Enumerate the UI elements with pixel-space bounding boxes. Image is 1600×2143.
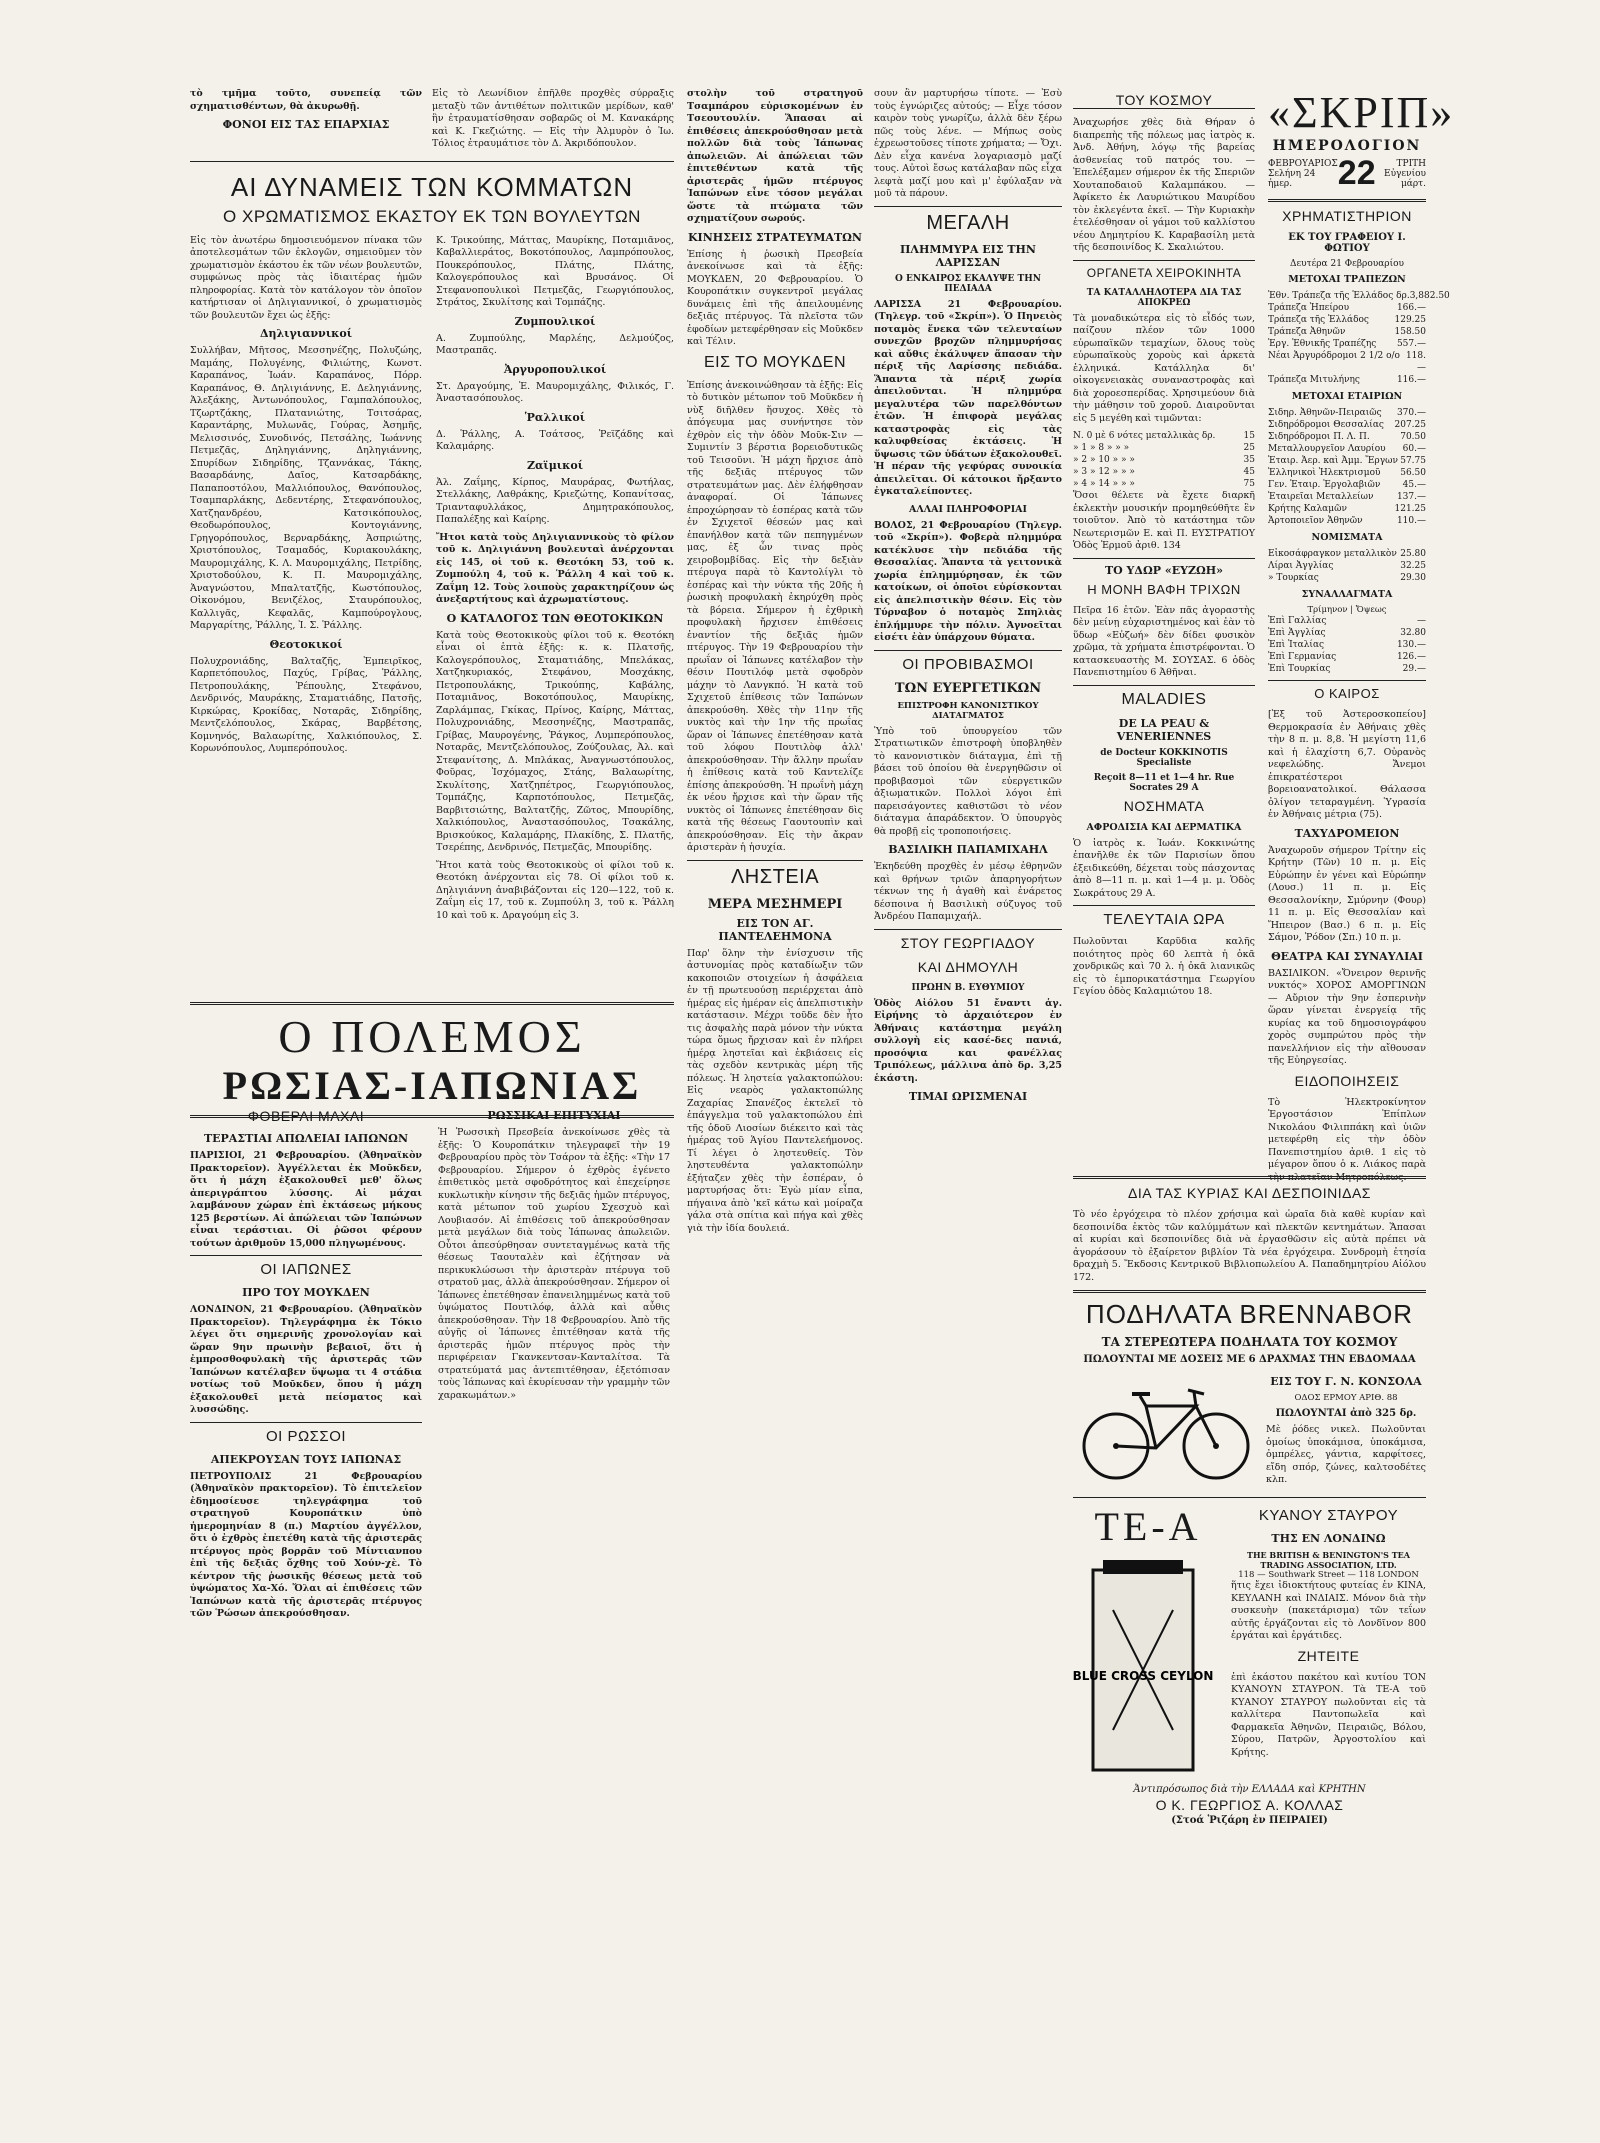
currency-row-value: 32.25 — [1400, 561, 1426, 571]
col3-top-text: στολὴν τοῦ στρατηγοῦ Τσαμπάρου εὑρισκομένων ἐν Τσεουτουλίν. Ἅπασαι αἱ ἐπιθέσεις ἀπεκρούσθησαν μετὰ πολλῶν διὰ τοὺς Ἰάπωνας ἀπωλειῶν. Αἱ ἀπώλειαι τῶν ἐπιτεθέντων κατὰ τῆς ἀριστερᾶς ἡμῶν πτέρυγος Ἰαπώνων εἶνε τόσον μεγάλαι ὥστε τὰ πτώματα τῶν σχηματίζουν σωρούς. — [687, 88, 863, 224]
teleftaia-heading: ΤΕΛΕΥΤΑΙΑ ΩΡΑ — [1103, 911, 1225, 928]
dynameis-col-a — [190, 235, 422, 928]
zaimikoi-heading: Ζαϊμικοί — [526, 458, 584, 472]
tea-english: THE BRITISH & BENINGTON'S TEA TRADING ASSOCIATION, LTD. — [1247, 1550, 1410, 1570]
metoxai-trapezon-heading: ΜΕΤΟΧΑΙ ΤΡΑΠΕΖΩΝ — [1288, 274, 1406, 285]
column-5 — [1073, 88, 1255, 1158]
company-share-row — [1268, 431, 1426, 443]
listeia-heading: ΛΗΣΤΕΙΑ — [730, 865, 820, 888]
calendar-saint: Εὐγενίου μάρτ. — [1384, 168, 1426, 189]
company-share-row-value: 370.— — [1396, 408, 1426, 418]
company-share-row-value: 110.— — [1396, 516, 1426, 526]
company-share-row — [1268, 491, 1426, 503]
georgiadou-sub: ΚΑΙ ΔΗΜΟΥΛΗ — [917, 958, 1019, 975]
exchange-row-value: 29.— — [1402, 664, 1426, 674]
bank-share-row-label: Νέαι Ἀργυρόδρομοι 2 1/2 ο/ο — [1268, 351, 1400, 361]
exchange-row-value: 130.— — [1396, 640, 1426, 650]
company-share-row-value: 45.— — [1402, 480, 1426, 490]
foni-heading: ΦΟΝΟΙ ΕΙΣ ΤΑΣ ΕΠΑΡΧΙΑΣ — [222, 118, 390, 131]
maladies-name: de Docteur KOKKINOTIS Specialiste — [1100, 747, 1228, 768]
exchange-row-label: Ἐπὶ Γαλλίας — [1268, 616, 1327, 626]
exchange-row-value: 126.— — [1396, 652, 1426, 662]
polemos-subtitle: ΡΩΣΙΑΣ-ΙΑΠΩΝΙΑΣ — [222, 1063, 642, 1108]
argyropouliki-text: Στ. Δραγούμης, Ἐ. Μαυρομιχάλης, Φιλικός, Γ. Ἀναστασόπουλος. — [436, 380, 674, 404]
bank-shares-list — [1268, 290, 1450, 386]
rossikai-text: Ἡ Ῥωσσικὴ Πρεσβεία ἀνεκοίνωσε χθὲς τὰ ἑξῆς: Ὁ Κουροπάτκιν τηλεγραφεῖ τὴν 19 Φεβρουαρίου πρὸς τὸν Τσάρον τὰ ἑξῆς: «Τὴν 17 Φεβρουαρίου. Σήμερον ὁ ἐχθρὸς ἐγένετο ἐπιθετικὸς μετὰ σφοδρότητος καὶ ἐπεχείρησε κυκλωτικὴν κίνησιν τῆς δεξιᾶς ἡμῶν πτέρυγος, κατὰ μέτωπον τοῦ χωρίου Σχεσχυὸ καὶ Λουβιασόν. Αἱ ἐπιθέσεις τοῦ ἀπεκρούσθησαν μετὰ μεγάλων διὰ τοὺς Ἰάπωνας ἀπωλειῶν. Οὗτοι ἀπεσύρθησαν συντεταγμένως κατὰ τῆς θέσεως Ταουταλὲν καὶ ἐζήτησαν νὰ περικυκλώσωσι τὴν ἀριστερὰν πτέρυγα τοῦ στρατοῦ μας, ἀλλὰ ἀπεκρούσθησαν. Σήμερον οἱ Ἰάπωνες ἐπετέθησαν ἐπανειλημμένως κατὰ τοῦ ὑψώματος Πουτιλόφ, ἀλλὰ καὶ αὖθις ἀπεκρούσθησαν. Τὴν 18 Φεβρουαρίου. Ἀπὸ τῆς αὐγῆς οἱ Ἰάπωνες ἐπιτέθησαν κατὰ τῆς ἀριστερᾶς ἡμῶν πτέρυγος πρὸς τὴν περιφέρειαν Γκανκεντσαν-Κανταλίτσα. Τὰ στρατεύματά μας ἀντεπιτέθησαν, ἐξετόπισαν τοὺς Ἰάπωνας καὶ ἐκυρίευσαν τὴν γραμμὴν τῶν χαρακωμάτων.» — [438, 1127, 670, 1401]
organeta-price-row — [1073, 478, 1255, 490]
bank-share-row — [1268, 374, 1426, 386]
rallikoi-text: Δ. Ῥάλλης, Α. Τσάτσος, Ῥεϊζάδης καὶ Καλαμάρης. — [436, 428, 674, 452]
calendar-day-name: ΤΡΙΤΗ — [1396, 158, 1426, 169]
nosimata-heading: ΝΟΣΗΜΑΤΑ — [1123, 797, 1205, 814]
bank-share-row — [1268, 338, 1426, 350]
bank-share-row-value: 118.— — [1405, 351, 1426, 373]
provivasmoi-sub: ΤΩΝ ΕΥΕΡΓΕΤΙΚΩΝ — [894, 680, 1042, 696]
vasiliki-text: Ἐκηδεύθη προχθὲς ἐν μέσῳ ἐθρηνῶν καὶ θρήνων τριῶν ἀπαρηγορήτων τέκνων της ἡ ἀγαθὴ καὶ ἐνάρετος δέσποινα ἡ Βασιλικὴ σύζυγος τοῦ Ἀνδρέου Παπαμιχαήλ. — [874, 861, 1062, 922]
kairos-text: [Ἐξ τοῦ Ἀστεροσκοπείου] Θερμοκρασία ἐν Ἀθήναις χθὲς τὴν 8 π. μ. 8,8. Ἡ μεγίστη 11,6 καὶ ἡ ἐλαχίστη 6,7. Οὐρανὸς νεφελώδης. Ἄνεμοι ἐπικρατέστεροι βορειοανατολικοί. Θάλασσα ὀλίγον τεταραγμένη. Ὑγρασία ἐν Ἀθήναις μέτρια (75). — [1268, 709, 1426, 820]
exchange-row-label: Ἐπὶ Ἰταλίας — [1268, 640, 1325, 650]
exchange-row-label: Ἐπὶ Γερμανίας — [1268, 652, 1337, 662]
kiniseis-text: Ἐπίσης ἡ ῥωσικὴ Πρεσβεία ἀνεκοίνωσε καὶ τὰ ἑξῆς: ΜΟΥΚΔΕΝ, 20 Φεβρουαρίου. Ὁ Κουροπάτκιν συγκεντροῖ μεγάλας δυνάμεις ἐπὶ τῆς ἀπειλουμένης δεξιᾶς πτέρυγος. Τὰ πλεῖστα τῶν ἐφοδίων μετεφέρθησαν εἰς Μοῦκδεν καὶ Τέλιν. — [687, 248, 863, 347]
megali-text: ΛΑΡΙΣΣΑ 21 Φεβρουαρίου. (Τηλεγρ. τοῦ «Σκρίπ»). Ὁ Πηνειὸς ποταμὸς ἕνεκα τῶν τελευταίων συνεχῶν βροχῶν πλημμυρήσας καὶ αὔθις ἐκάλυψεν ἅπασαν τὴν πέριξ τῆς Λαρίσσης πεδιάδα. Ἅπαντα τὰ πέριξ χωρία ἀπειλοῦνται. Ἡ πλημμύρα μεγαλυτέρα τῶν παρελθόντων ἐτῶν. Ἡ ἐπιφορὰ μεγάλας καταστροφὰς εἰς τὰς καλυφθείσας ἐκτάσεις. Ἡ ὕψωσις τῶν ὑδάτων ἐξακολουθεῖ. Ἡ πέραν τῆς γεφύρας συνοικία ἀπειλεῖται. Οἱ κάτοικοι ἤρξαντο ἐγκαταλείποντες. — [874, 298, 1062, 497]
organeta-end: Ὅσοι θέλετε νὰ ἔχετε διαρκῆ ἐκλεκτὴν μουσικήν προμηθεύθῆτε ἓν τοιοῦτον. Ἀπὸ τὸ κατάστημα τῶν Νεωτερισμῶν Ε. καὶ Π. ΕΥΣΤΡΑΤΙΟΥ Ὁδὸς Ἑρμοῦ ἀριθ. 134 — [1073, 490, 1255, 551]
organeta-price-row-value: 45 — [1243, 467, 1255, 477]
tea-agent-name: Ο Κ. ΓΕΩΡΓΙΟΣ Α. ΚΟΛΛΑΣ — [1155, 1797, 1344, 1813]
bank-share-row-label: Τράπεζα Ἀθηνῶν — [1268, 327, 1346, 337]
currency-row-label: Λίραι Ἀγγλίας — [1268, 561, 1334, 571]
organeta-price-row-label: » 1 » 8 » » » — [1073, 443, 1130, 453]
exchange-row — [1268, 627, 1426, 639]
argyropouliki-heading: Ἀργυροπουλικοί — [503, 362, 607, 376]
dynameis-intro: Εἰς τὸν ἀνωτέρω δημοσιευόμενον πίνακα τῶν ἀποτελεσμάτων τῶν ἐκλογῶν, σημειοῦμεν τὸν χρωματισμὸν ἑκάστου ἐκ τῶν νέων βουλευτῶν, συμφώνως πρὸς τὰς ἰδιαιτέρας ἡμῶν πληροφορίας. Κατὰ τὸν κατάλογον τὸν ὁποῖον κατήρτισαν οἱ Δηλιγιαννικοί, ὁ χρωματισμὸς τῶν βουλευτῶν ἔχει ὡς ἑξῆς: — [190, 234, 422, 321]
company-share-row-label: Ἑλληνικοὶ Ἠλεκτρισμοῦ — [1268, 468, 1381, 478]
organeta-price-row — [1073, 466, 1255, 478]
company-share-row-label: Ἑταιρεῖαι Μεταλλείων — [1268, 492, 1374, 502]
company-share-row-label: Σιδηρ. Ἀθηνῶν-Πειραιῶς — [1268, 408, 1382, 418]
podilata-sub2: ΠΩΛΟΥΝΤΑΙ ΜΕ ΔΟΣΕΙΣ ΜΕ 6 ΔΡΑΧΜΑΣ ΤΗΝ ΕΒΔΟΜΑΔΑ — [1083, 1354, 1416, 1365]
organeta-price-row-label: » 3 » 12 » » » — [1073, 467, 1135, 477]
exchange-row — [1268, 663, 1426, 675]
company-share-row-value: 60.— — [1402, 444, 1426, 454]
bank-share-row — [1268, 302, 1426, 314]
provivasmoi-sub2: ΕΠΙΣΤΡΟΦΗ ΚΑΝΟΝΙΣΤΙΚΟΥ ΔΙΑΤΑΓΜΑΤΟΣ — [897, 700, 1039, 721]
vasiliki-heading: ΒΑΣΙΛΙΚΗ ΠΑΠΑΜΙΧΑΗΛ — [888, 843, 1048, 856]
bank-share-row — [1268, 314, 1426, 326]
georgiadou-text: Ὁδὸς Αἰόλου 51 ἔναντι ἁγ. Εἰρήνης τὸ ἀρχαιότερον ἐν Ἀθήναις κατάστημα μεγάλη συλλογὴ εἰς κασέ-δες πανιά, προσόψια και φανέλλας Τριπόλεως, μάλλινα ἀπὸ δρ. 3,25 ἑκάστη. — [874, 997, 1062, 1084]
chrimat-sub: ΕΚ ΤΟΥ ΓΡΑΦΕΙΟΥ Ι. ΦΩΤΙΟΥ — [1288, 232, 1406, 254]
dynameis-subheading: Ο ΧΡΩΜΑΤΙΣΜΟΣ ΕΚΑΣΤΟΥ ΕΚ ΤΩΝ ΒΟΥΛΕΥΤΩΝ — [223, 206, 641, 226]
theatra-text: ΒΑΣΙΛΙΚΟΝ. «Ὄνειρον θερινῆς νυκτός» ΧΟΡΟΣ ΑΜΟΡΓΙΝΩΝ — Αὔριον τὴν 9ην ἑσπερινὴν ὥραν γίνεται ἐνεργείᾳ τῆς κυρίας κα τοῦ δημοσιογράφου χορὸς συμπρώτου πρὸς τὴν πανελλήνιον εἰς τὴν αἴθουσαν τῆς Εὐηργεσίας. — [1268, 967, 1426, 1066]
dynameis-summary: Ἤτοι κατὰ τοὺς Δηλιγιαννικοὺς τὸ φίλον τοῦ κ. Δηλιγιάννη βουλευταὶ ἀνέρχονται εἰς 145, οἱ τοῦ κ. Θεοτόκη 53, τοῦ κ. Ζυμπούλη 4, τοῦ κ. Ῥάλλη 4 καὶ τοῦ κ. Ζαΐμη 12. Τοὺς λοιποὺς χαρακτηρίζουν ὡς ἀνεξαρτήτους καὶ ἀχρωματίστους. — [436, 531, 674, 605]
megali-sub2: Ο ΕΝΚΑΙΡΟΣ ΕΚΑΛΥΨΕ ΤΗΝ ΠΕΔΙΑΔΑ — [895, 273, 1041, 294]
calendar-row — [1268, 154, 1426, 193]
column-4 — [874, 88, 1062, 2068]
listeia-sub1: ΜΕΡΑ ΜΕΣΗΜΕΡΙ — [707, 896, 843, 912]
exchange-row — [1268, 639, 1426, 651]
company-share-row — [1268, 467, 1426, 479]
bottom-ads — [1073, 1170, 1426, 2068]
exchange-list — [1268, 615, 1426, 675]
georgiadou-sub2: ΠΡΩΗΝ Β. ΕΥΘΥΜΙΟΥ — [911, 982, 1025, 993]
polemos-left — [190, 1104, 422, 2064]
company-share-row — [1268, 479, 1426, 491]
zimpouliki-heading: Ζυμπουλικοί — [514, 314, 596, 328]
bank-share-row-label: Τράπεζα Ἠπείρου — [1268, 303, 1350, 313]
chrimat-heading: ΧΡΗΜΑΤΙΣΤΗΡΙΟΝ — [1282, 208, 1412, 224]
dynameis-col-b — [436, 235, 674, 928]
listeia-text: Παρ' ὅλην τὴν ἐνίσχυσιν τῆς ἀστυνομίας πρὸς καταδίωξιν τῶν κακοποιῶν στοιχείων ἡ ἀσφάλεια ἐν τῇ πρωτευούσῃ περιέρχεται ἀπὸ ἡμέρας εἰς ἡμέραν εἰς ἀπελπιστικὴν κατάστασιν. Μέχρι τοῦδε δὲν ἦτο τις ἀσφαλὴς παρὰ μόνον τὴν νύκτα τώρα ὅμως ἤρχισαν καὶ ἐν πλήρει ἡμέρᾳ ληστεῖαι καὶ ἐκβιάσεις εἰς τὰς σχεδὸν κεντρικὰς μέρη τῆς πόλεως. Ἡ ληστεία γαλακτοπώλου: Εἰς νεαρὸς γαλακτοπώλης Ζαχαρίας Σπανέζος ἐκτελεῖ τὸ ἐπάγγελμα τοῦ γαλακτοπώλου ἐπὶ τῆς ὁδοῦ Λιοσίων διέκειτο καὶ τὰς ἡμέρας τοῦ Ἁγίου Παντελεήμονος. Τί λέγει ὁ ληστευθείς. Τὸν ληστευθέντα γαλακτοπώλην ἐξήταζεν χθὲς τὴν ἑσπέραν, ὁ μαρτυρήσας ὅτι: Ἐγὼ μίαν εἶπα, πήγαινα ἀπὸ 'κεῖ κάτω καὶ μοίραζα γάλα στὰ σπίτια καὶ πήγα καὶ χθὲς γιὰ τὴν ἰδία δουλειά. — [687, 947, 863, 1234]
synallagmata-sub: Τρίμηνον | Ὄψεως — [1307, 605, 1387, 615]
kyries-heading: ΔΙΑ ΤΑΣ ΚΥΡΙΑΣ ΚΑΙ ΔΕΣΠΟΙΝΙΔΑΣ — [1128, 1185, 1371, 1201]
taxyd-text: Ἀναχωροῦν σήμερον Τρίτην εἰς Κρήτην (Τῶν) 10 π. μ. Εἰς Εὐρώπην ἐν γένει καὶ Εὐρώπην (Λουσ.) 11 π. μ. Εἰς Θεσσαλονίκην, Σμύρνην (Φουρ) 11 π. μ. Εἰς Θεσσαλίαν καὶ Ἤπειρον (Βασ.) 6 π. μ. Εἰς Σάμον, Ῥόδον (Σπ.) 10 π. μ. — [1268, 844, 1426, 943]
organeta-sub: ΤΑ ΚΑΤΑΛΛΗΛΟΤΕΡΑ ΔΙΑ ΤΑΣ ΑΠΟΚΡΕΩ — [1086, 287, 1242, 308]
tea-company: ΤΗΣ ΕΝ ΛΟΝΔΙΝΩ — [1271, 1532, 1386, 1545]
maladies-heading: MALADIES — [1121, 690, 1207, 708]
tea-agent-addr: (Στοά Ῥιζάρη ἐν ΠΕΙΡΑΙΕΙ) — [1171, 1815, 1328, 1826]
monovafi-heading: ΤΟ ΥΔΩΡ «ΕΥΖΩΗ» — [1104, 563, 1224, 577]
bank-share-row — [1268, 350, 1426, 374]
kairos-heading: Ο ΚΑΙΡΟΣ — [1314, 686, 1380, 701]
bank-share-row-value: 3,882.50 — [1409, 291, 1450, 301]
georgiadou-heading: ΣΤΟΥ ΓΕΩΡΓΙΑΔΟΥ — [900, 934, 1036, 951]
tea-agent: Ἀντιπρόσωπος διὰ τὴν ΕΛΛΑΔΑ καὶ ΚΡΗΤΗΝ — [1133, 1784, 1366, 1795]
iapones-text: ΛΟΝΔΙΝΟΝ, 21 Φεβρουαρίου. (Ἀθηναϊκὸν Πρακτορεῖον). Τηλεγράφημα ἐκ Τόκιο λέγει ὅτι σημερινῆς χρονολογίαν καὶ ὥραν 9ην πρωινὴν βεβαιοῖ, ὅτι ἡ ἐμπροσθοφυλακὴ τῆς ἀριστερᾶς τῶν Ἰαπώνων κατέλαβεν ὕψωμα τι 4 στάδια νοτίως τοῦ Μοῦκδεν, ὅπου ἡ μάχη ἐξακολουθεῖ μετὰ πείσματος καὶ λυσσώδης. — [190, 1304, 422, 1415]
eidopoiiseis-heading: ΕΙΔΟΠΟΙΗΣΕΙΣ — [1294, 1072, 1400, 1089]
bank-share-row-label: Τράπεζα Μιτυλήνης — [1268, 375, 1360, 385]
alles-heading: ΑΛΛΑΙ ΠΛΗΡΟΦΟΡΙΑΙ — [909, 503, 1027, 515]
podilata-heading: ΠΟΔΗΛΑΤΑ BRENNABOR — [1085, 1299, 1414, 1329]
bank-share-row-value: 557.— — [1396, 339, 1426, 349]
exchange-row-label: Ἐπὶ Ἀγγλίας — [1268, 628, 1326, 638]
company-share-row — [1268, 515, 1426, 527]
moukden-text: Ἐπίσης ἀνεκοινώθησαν τὰ ἑξῆς: Εἰς τὸ δυτικὸν μέτωπον τοῦ Μοῦκδεν ἡ νὺξ διῆλθεν ἥσυχος. Χθὲς τὸ ἀπόγευμα μας συνήντησε τὸν ἐχθρὸν εἰς τὴν ὁδὸν Μοῦκ-Σιν — Συμιντίν 3 βέρστια βορειοδυτικῶς τοῦ Τεισοῦνι. Ἡ μάχη ἤρχισε ἀπὸ τῆς δεξιᾶς πτέρυγος τῶν στρατευμάτων μας. Δὲν ἐλήφθησαν ἀναφοραί. Οἱ Ἰάπωνες ἐπροχώρησαν τὸ ἑσπέρας κατὰ τῶν ἐν Σχιχετοῖ θέσεών μας καὶ ἐπανήλθον κατὰ τῶν πεπηγμένων μας, ἐξ ὧν τινας πρὸς χειροβομβίδας. Εἰς τὴν δεξιὰν πτέρυγα παρὰ τὸ Καντολίγλι τὸ ἑσπέρας καὶ τὴν νύκτα τῆς 20ῆς ἡ ῥωσικὴ προφυλακὴ ἐκηρύχθη πρὸς τὰ βόρεια. Σήμερον ἡ ἐχθρικὴ προφυλακὴ ἤρχισεν ἐπιθέσεις ἐναντίον τῆς δεξιᾶς ἡμῶν πτέρυγος. Τὴν 19 Φεβρουαρίου τὴν πρωΐαν οἱ Ἰάπωνες κατέλαβον τὴν θέσιν Πουτιλόφ μετὰ σφοδρὸν μάχην τὸ Λανγκπό. Ἡ κατὰ τοῦ Σχιχετοῦ ἐπίθεσις τῶν Ἰαπώνων ἀπεκρούσθη. Χθὲς τὴν 11ην τῆς νυκτὸς καὶ τὴν 1ην τῆς πρωΐας ὥραν οἱ Ἰάπωνες ἐπετέθησαν κατὰ τοῦ λόφου Πουτιλὸφ ἀλλ' ἀπεκρούσθησαν. Τὴν ἄλλην πρωΐαν ἡ ἐπίθεσις κατὰ τοῦ Καντελίζε ἐπίσης ἀπεκρούσθη. Ἡ πρωΐνὴ μάχη ἐκ νέου ἤρχισε καὶ τὴν ὥραν τῆς νυκτὸς οἱ Ἰάπωνες ἐπετέθησαν δὶς κατὰ τῆς θέσεως Γαουτουπὶν καὶ ἀπεκρούσθησαν. Εἰς τὴν ἄκραν ἀριστερὰν ἡ ἡσυχία. — [687, 379, 863, 853]
bicycle-icon — [1076, 1376, 1256, 1486]
podilata-text: Μὲ ῥόδες νικελ. Πωλοῦνται ὁμοίως ὑποκάμισα, ὑποκάμισα, ὀμπρέλες, γάντια, καρφίτσες, εἴδη σπόρ, ζώνες, καλτσοδέτες κλπ. — [1266, 1424, 1426, 1485]
company-share-row-label: Κρήτης Καλαμῶν — [1268, 504, 1347, 514]
company-share-row-value: 70.50 — [1400, 432, 1426, 442]
organeta-text: Τὰ μοναδικώτερα εἰς τὸ εἶδός των, παίζουν πλέον τῶν 1000 εὐρωπαϊκῶν τεμαχίων, ὅλους τοὺς εὐρωπαϊκοὺς χοροὺς καὶ ἀρκετὰ ἑλληνικά. Κατάλληλα δι' οἰκογενειακὰς συναναστροφὰς καὶ διὰ χοροεσπερίδας. Χρησιμεύουν διὰ τὴν μάθησιν τοῦ χοροῦ. Διαιροῦνται εἰς 5 μεγέθη καὶ τιμῶνται: — [1073, 312, 1255, 424]
bank-share-row-label: Ἐργ. Ἐθνικῆς Τραπέζης — [1268, 339, 1377, 349]
bank-share-row-value: 129.25 — [1394, 315, 1426, 325]
theatra-heading: ΘΕΑΤΡΑ ΚΑΙ ΣΥΝΑΥΛΙΑΙ — [1271, 949, 1423, 963]
zimpouliki-text: Α. Ζυμπούλης, Μαρλέης, Δελμούζος, Μαστραπᾶς. — [436, 332, 674, 356]
company-share-row — [1268, 443, 1426, 455]
column-6 — [1268, 88, 1455, 1183]
calendar-day-number: 22 — [1337, 154, 1376, 192]
bank-share-row — [1268, 290, 1450, 302]
exchange-row — [1268, 615, 1426, 627]
tea-sub: ΚΥΑΝΟΥ ΣΤΑΥΡΟΥ — [1258, 1507, 1399, 1524]
organeta-price-list — [1073, 430, 1255, 490]
company-share-row-value: 121.25 — [1394, 504, 1426, 514]
company-shares-list — [1268, 407, 1426, 527]
tea-package-icon — [1073, 1550, 1213, 1780]
bank-share-row — [1268, 326, 1426, 338]
rossoi-heading: ΟΙ ΡΩΣΣΟΙ — [265, 1427, 347, 1445]
bank-share-row-value: 166.— — [1396, 303, 1426, 313]
nosimata-sub: ΑΦΡΟΔΙΣΙΑ ΚΑΙ ΔΕΡΜΑΤΙΚΑ — [1086, 821, 1242, 833]
organeta-heading: ΟΡΓΑΝΕΤΑ ΧΕΙΡΟΚΙΝΗΤΑ — [1086, 265, 1242, 280]
company-share-row — [1268, 503, 1426, 515]
podilata-store: ΕΙΣ ΤΟΥ Γ. Ν. ΚΟΝΣΟΛΑ — [1270, 1375, 1422, 1388]
kyries-text: Τὸ νέο ἐργόχειρα τὸ πλέον χρήσιμα καὶ ὡραῖα διὰ καθὲ κυρίαν καὶ δεσποινίδα ἐκτὸς τῶν καλύμμάτων καὶ πλεκτῶν κεντημάτων. Ἅπασαι αἱ κυρίαι καὶ δεσποινίδες διὰ νὰ ἐργασθῶσιν εἰς αὐτὰ πρέπει νὰ ἀγοράσουν τὸ ἐξαίρετον βιβλίον Τὰ νέα ἐργόχειρα. Συνδρομὴ ἐτησία δραχμὴ 5. Ἔκδοσις Κεντρικοῦ Βιβλιοπωλείου Α. Παπαδημητρίου Αἰόλου 172. — [1073, 1209, 1426, 1283]
megali-heading: ΜΕΓΑΛΗ — [926, 211, 1010, 234]
company-share-row — [1268, 407, 1426, 419]
organeta-price-row-label: Ν. 0 μὲ 6 νότες μεταλλικὰς δρ. — [1073, 431, 1216, 441]
exchange-row-value: 32.80 — [1400, 628, 1426, 638]
megali-sub: ΠΛΗΜΜΥΡΑ ΕΙΣ ΤΗΝ ΛΑΡΙΣΣΑΝ — [900, 242, 1036, 269]
exchange-row — [1268, 651, 1426, 663]
left-article-area — [190, 88, 674, 988]
podilata-price: ΠΩΛΟΥΝΤΑΙ ἀπὸ 325 δρ. — [1275, 1408, 1417, 1419]
rossikai-heading: ΡΩΣΣΙΚΑΙ ΕΠΙΤΥΧΙΑΙ — [487, 1109, 621, 1122]
maladies-sub: DE LA PEAU & VENERIENNES — [1116, 716, 1212, 743]
kosmos-heading: ΤΟΥ ΚΟΣΜΟΥ — [1073, 92, 1255, 109]
rallikoi-heading: Ῥαλλικοί — [524, 410, 586, 424]
company-share-row-value: 137.— — [1396, 492, 1426, 502]
chrimat-date: Δευτέρα 21 Φεβρουαρίου — [1289, 259, 1405, 269]
organeta-price-row-value: 25 — [1243, 443, 1255, 453]
foverai-sub: ΤΕΡΑΣΤΙΑΙ ΑΠΩΛΕΙΑΙ ΙΑΠΩΝΩΝ — [203, 1132, 409, 1145]
tea-zitite-text: ἐπὶ ἑκάστου πακέτου καὶ κυτίου ΤΟΝ ΚΥΑΝΟΥΝ ΣΤΑΥΡΟΝ. Τὰ ΤΕ-Α τοῦ ΚΥΑΝΟΥ ΣΤΑΥΡΟΥ πωλοῦνται εἰς τὰ καλλίτερα Παντοπωλεῖα καὶ Φαρμακεῖα Ἀθηνῶν, Πειραιῶς, Βόλου, Σύρου, Πατρῶν, Ἀργοστολίου καὶ Κρήτης. — [1231, 1671, 1426, 1758]
bank-share-row-label: Τράπεζα τῆς Ἑλλάδος — [1268, 315, 1369, 325]
company-share-row — [1268, 455, 1426, 467]
organeta-price-row-value: 75 — [1243, 479, 1255, 489]
deligiannikoi-text: Συλλήβαν, Μῆτσος, Μεσσηνέζης, Πολυζώης, Μαμάης, Πολυγένης, Φιλιώτης, Κωνστ. Καραπάνος, Ἰωάν. Καραπάνος, Πόρρ. Καραπάνος, Θ. Δηλιγιάννης, Ε. Δεληγιάννης, Ἀλεξάκης, Ἀντωνόπουλος, Γαμπαλόπουλος, Τζωρτζάκης, Πλατανιώτης, Τσιτσάρας, Καραντάρης, Μυλωνᾶς, Γούρας, Ἀσημῆς, Μελισσινός, Συνοδινός, Πετσάλης, Ἰωάννης Πετμεζᾶς, Δηληγιάννης, Δηληγιάννης, Σπυρίδων Σιδηρίδης, Τζαννάκας, Τάκης, Βασαρδάνης, Δαῖος, Κατσαρδάκης, Παπαποστόλου, Μαλλιόπουλος, Θανόπουλος, Τσαμπαρλάκης, Δεδεντέρης, Στεφανόπουλος, Χατζηανδρέου, Κατσικόπουλος, Θεοδωρόπουλος, Κοντογιάννης, Γρηγορόπουλος, Βερναρδάκης, Ἀσπριώτης, Χριστόπουλος, Τσαμαδός, Κυριακουλάκης, Μαυρομιχάλης, Κ. Λ. Μαυρομιχάλης, Πετρίδης, Χριστοδούλου, Κ. Π. Μαυρομιχάλης, Ἀναγνώστου, Μπαλτατζῆς, Κωστόπουλος, Οἰκονόμου, Βενιζέλος, Σταυρόπουλος, Καλλιγᾶς, Κεφαλᾶς, Καμπούρογλους, Μαργαρίτης, Ῥάλλης, Ἰ. Σ. Ῥάλλης. — [190, 345, 422, 631]
katalogos-end: Ἤτοι κατὰ τοὺς Θεοτοκικοὺς οἱ φίλοι τοῦ κ. Θεοτόκη ἀνέρχονται εἰς 78. Οἱ φίλοι τοῦ κ. Δηλιγιάννη ἀναβιβάζονται εἰς 120—122, τοῦ κ. Ζαΐμη εἰς 17, τοῦ κ. Ζυμπούλη 3, τοῦ κ. Ῥάλλη 10 καὶ τοῦ κ. Δραγούμη εἰς 3. — [436, 859, 674, 921]
col1-top — [190, 88, 422, 156]
eidopoiiseis-text: Τὸ Ἠλεκτροκίνητον Ἐργοστάσιον Ἐπίπλων Νικολάου Φιλιππάκη καὶ ὑιῶν μετεφέρθη εἰς τὴν ὁδὸν Πανεπιστημίου ἀριθ. 1 εἰς τὸ μέγαρον ὅπου ὁ κ. Λιάκος παρὰ τὴν πλατεῖαν Μητροπόλεως. — [1268, 1096, 1426, 1183]
calendar-month: ΦΕΒΡΟΥΑΡΙΟΣ — [1268, 158, 1338, 169]
iapones-heading: ΟΙ ΙΑΠΩΝΕΣ — [260, 1261, 352, 1278]
provivasmoi-text: Ὑπὸ τοῦ ὑπουργείου τῶν Στρατιωτικῶν ἐπιστροφὴ ὑποβληθὲν τὸ κανονιστικὸν διάταγμα, ἐπὶ τῇ βάσει τοῦ ὁποίου θὰ ἐνεργηθῶσιν οἱ προβιβασμοὶ τῶν εὐεργετικῶν ἀξιωματικῶν. Πολλοὶ λόγοι ἐπὶ παρεισάγοντες καθιστῶσι τὸ νέον διάταγμα ἀπαράδεκτον. Ὁ ὑπουργὸς θὰ προβῇ εἰς τροποποιήσεις. — [874, 725, 1062, 837]
organeta-price-row — [1073, 454, 1255, 466]
moukden-heading: ΕΙΣ ΤΟ ΜΟΥΚΔΕΝ — [703, 353, 847, 371]
currency-row-value: 29.30 — [1400, 573, 1426, 583]
exchange-row-label: Ἐπὶ Τουρκίας — [1268, 664, 1331, 674]
metoxai-etaireion-heading: ΜΕΤΟΧΑΙ ΕΤΑΙΡΙΩΝ — [1291, 391, 1403, 402]
organeta-price-row — [1073, 430, 1255, 442]
company-share-row-label: Ἑταιρ. Ἀερ. καὶ Ἀμμ. Ἔργων — [1268, 456, 1398, 466]
tea-text: ἥτις ἔχει ἰδιοκτήτους φυτείας ἐν ΚΙΝΑ, ΚΕΥΛΑΝΗ καὶ ΙΝΔΙΑΙΣ. Μόνον διὰ τὴν συσκευὴν (πακετάρισμα) τῶν τεΐων αὐτῆς ἐργάζονται εἰς τὸ Λονδῖνον 800 ἐργάται καὶ ἐργάτιδες. — [1231, 1580, 1426, 1641]
listeia-sub2: ΕΙΣ ΤΟΝ ΑΓ. ΠΑΝΤΕΛΕΗΜΟΝΑ — [718, 916, 832, 943]
nomismata-heading: ΝΟΜΙΣΜΑΤΑ — [1311, 532, 1383, 543]
foni-text: Εἰς τὸ Λεωνίδιον ἐπῆλθε προχθὲς σύρραξις μεταξὺ τῶν ἀντιθέτων πολιτικῶν μερίδων, καθ' ἣν ἐτραυματίσθησαν σοβαρῶς οἱ Μ. Κανακάρης καὶ Κ. Γκεζιώτης. — Εἰς τὴν Ἀλμυρὸν ὁ Ἰω. Τόλιος ἐτραυμάτισε τὸν Δ. Ἀκριδόπουλον. — [432, 88, 674, 149]
provivasmoi-heading: ΟΙ ΠΡΟΒΙΒΑΣΜΟΙ — [902, 655, 1034, 673]
company-share-row-label: Σιδηρόδρομοι Π. Λ. Π. — [1268, 432, 1370, 442]
organeta-price-row-value: 35 — [1243, 455, 1255, 465]
rossoi-sub: ΑΠΕΚΡΟΥΣΑΝ ΤΟΥΣ ΙΑΠΩΝΑΣ — [210, 1452, 402, 1466]
polemos-columns — [190, 1104, 674, 2064]
alles-text: ΒΟΛΟΣ, 21 Φεβρουαρίου (Τηλεγρ. τοῦ «Σκρίπ»). Φοβερὰ πλημμύρα κατέκλυσε τὴν πεδιάδα τῆς Θεσσαλίας. Ἅπαντα τὰ γειτονικὰ χωρία ἐπλημμύρησαν, ἐκ τῶν κατοίκων, οἱ ὁποῖοι εὑρίσκονται εἰς ἀπελπιστικὴν θέσιν. Εἰς τὸν Τύρναβον ὁ ποταμὸς Σπηλιὰς ἐπλήμμυρε τὴν πόλιν. Ἀγνοεῖται εἰσέτι ἐὰν ὑπάρχουν θύματα. — [874, 519, 1062, 643]
dynameis-col2-text: Κ. Τρικούπης, Μάττας, Μαυρίκης, Ποταμιᾶνος, Καβαλλιεράτος, Βοκοτόπουλος, Λαμπρόπουλος, Πουκερόπουλος, Πλάτης, Πλάτης, Καλογερόπουλος καὶ Βρυσάνος. Οἱ Στεφανοπουλικοὶ Πετμεζᾶς, Γεωργιόπουλος, Στράτος, Σκυλίτσης καὶ Τομπάζης. — [436, 234, 674, 308]
column-3 — [687, 88, 863, 2068]
currency-row-value: 25.80 — [1400, 549, 1426, 559]
company-share-row-label: Ἀρτοποιεῖον Ἀθηνῶν — [1268, 516, 1363, 526]
tea-addr: 118 — Southwark Street — 118 LONDON — [1238, 1570, 1419, 1580]
iapones-sub: ΠΡΟ ΤΟΥ ΜΟΥΚΔΕΝ — [242, 1286, 370, 1299]
snippet-text: τὸ τμῆμα τοῦτο, συνεπείᾳ τῶν σχηματισθέντων, θὰ ἀκυρωθῇ. — [190, 88, 422, 112]
tea-zitite: ΖΗΤΕΙΤΕ — [1297, 1647, 1360, 1664]
taxyd-heading: ΤΑΧΥΔΡΟΜΕΙΟΝ — [1294, 826, 1400, 840]
synallagmata-heading: ΣΥΝΑΛΛΑΓΜΑΤΑ — [1301, 589, 1393, 600]
organeta-price-row — [1073, 442, 1255, 454]
company-share-row-value: 57.75 — [1400, 456, 1426, 466]
skrip-masthead: «ΣΚΡΙΠ» — [1268, 88, 1455, 137]
company-share-row-label: Σιδηρόδρομοι Θεσσαλίας — [1268, 420, 1384, 430]
calendar-moon: Σελήνη 24 ἡμερ. — [1268, 168, 1316, 189]
currency-row — [1268, 572, 1426, 584]
teleftaia-text: Πωλοῦνται Καρῦδια καλῆς ποιότητος πρὸς 60 λεπτὰ ἡ ὀκᾶ χονδρικῶς καὶ 70 λ. ἡ ὀκᾶ λιανικῶς εἰς τὸ ἑμπορικατάστημα Γεωργίου Γεγίου ὁδὸς Καλαμιώτου 18. — [1073, 936, 1255, 997]
podilata-addr: ΟΔΟΣ ΕΡΜΟΥ ΑΡΙΘ. 88 — [1294, 1393, 1398, 1403]
currency-row-label: Εἰκοσάφραγκον μεταλλικὸν — [1268, 549, 1397, 559]
foverai-text: ΠΑΡΙΣΙΟΙ, 21 Φεβρουαρίου. (Ἀθηναϊκὸν Πρακτορεῖον). Ἀγγέλλεται ἐκ Μοῦκδεν, ὅτι ἡ μάχη ἐξακολουθεῖ μεθ' ὅλως ἀπεριγράπτου λύσσης. Αἱ μάχαι λαμβάνουν χώραν ἐπὶ ἐκτάσεως μήκους 125 βερστίων. Αἱ ἀπώλειαι τῶν Ἰαπώνων εἶναι τεράστιαι. Οἱ ῥῶσοι φέρουν τούτων ἀριθμοῦν 15,000 πληγωμένους. — [190, 1150, 422, 1249]
podilata-sub: ΤΑ ΣΤΕΡΕΩΤΕΡΑ ΠΟΔΗΛΑΤΑ ΤΟΥ ΚΟΣΜΟΥ — [1101, 1335, 1398, 1349]
foverai-heading: ΦΟΒΕΡΑΙ ΜΑΧΑΙ — [247, 1108, 365, 1124]
monovafi-text: Πεῖρα 16 ἐτῶν. Ἐὰν πᾶς ἀγοραστὴς δὲν μείνῃ εὐχαριστημένος καὶ ἐὰν τὸ ὕδωρ «Εὐζωή» δὲν δίδει φυσικὸν χρῶμα, τὰ χρήματα ἐπιστρέφονται. Ὁ κατασκευαστὴς Μ. ΣΟΥΣΑΣ. 6 ὁδὸς Πανεπιστημίου 6 Ἀθῆναι. — [1073, 604, 1255, 678]
polemos-title: Ο ΠΟΛΕΜΟΣ — [278, 1011, 586, 1062]
organeta-price-row-label: » 4 » 14 » » » — [1073, 479, 1135, 489]
organeta-price-row-label: » 2 » 10 » » » — [1073, 455, 1135, 465]
company-share-row-label: Μεταλλουργεῖον Λαυρίου — [1268, 444, 1386, 454]
exchange-row-value: — — [1417, 616, 1426, 626]
katalogos-heading: Ο ΚΑΤΑΛΟΓΟΣ ΤΩΝ ΘΕΟΤΟΚΙΚΩΝ — [446, 611, 664, 625]
currency-row — [1268, 548, 1426, 560]
currency-row — [1268, 560, 1426, 572]
bank-share-row-value: 116.— — [1396, 375, 1426, 385]
georgiadou-end: ΤΙΜΑΙ ΩΡΙΣΜΕΝΑΙ — [908, 1090, 1028, 1103]
imerologion-heading: ΗΜΕΡΟΛΟΓΙΟΝ — [1272, 138, 1422, 154]
deligiannikoi-heading: Δηλιγιαννικοί — [259, 327, 353, 340]
katalogos-text: Κατὰ τοὺς Θεοτοκικοὺς φίλοι τοῦ κ. Θεοτόκη εἶναι οἱ ἑπτὰ ἑξῆς: κ. κ. Πλατσῆς, Καλογερόπουλος, Σταματιάδης, Μπελάκας, Χατζηκυριακός, Στεφάνου, Μοσχάκης, Πετροπουλάκης, Τρικούπης, Καβάλης, Ποταμιᾶνος, Βοκοτόπουλος, Μαυρίκης, Ζαρλάμπας, Γκίκας, Πρίνος, Καίρης, Μάττας, Πολυχρονιάδης, Μεσσηνέζης, Μαστραπᾶς, Γρίβας, Μαυρογένης, Ῥάγκος, Λυμπερόπουλος, Νοταρᾶς, Μεντζελόπουλος, Ζούζουλας, Ἀλ. καὶ Στεφανίτσης, Δ. Μπλάκας, Ἀναγνωστόπουλος, Φοῦρας, Ἰσχόμαχος, Στάης, Βαλαωρίτης, Σκυλίτσης, Χατζηπέτρος, Γεωργιόπουλος, Τομπάζης, Καρποτόπουλος, Πετμεζᾶς, Βαρβιτσιώτης, Βαλτατζῆς, Ζῶτος, Μπουρίδης, Χαλκιόπουλος, Ἀναστασόπουλος, Τσακάλης, Βρισκούκος, Καλαμάρης, Πλακίδης, Σ. Πλατῆς, Τσερέπης, Δενδρινός, Πετμεζᾶς, Μπουρίδης. — [436, 629, 674, 853]
company-share-row-value: 56.50 — [1400, 468, 1426, 478]
organeta-price-row-value: 15 — [1243, 431, 1255, 441]
company-share-row-label: Γεν. Ἑταιρ. Ἐργολαβιῶν — [1268, 480, 1381, 490]
maladies-addr: Reçoit 8—11 et 1—4 hr. Rue Socrates 29 A — [1093, 772, 1235, 793]
polemos-right — [438, 1104, 670, 2064]
bank-share-row-label: Ἐθν. Τράπεζα τῆς Ἑλλάδος δρ. — [1268, 291, 1410, 301]
theotokikoi-heading: Θεοτοκικοί — [269, 637, 343, 651]
col4-top-text: σουν ἂν μαρτυρήσω τίποτε. — Ἐσὺ τοὺς ἐγνώριζες αὐτούς; — Εἶχε τόσον καιρὸν τοὺς γνωρίζω, ἀλλὰ δὲν ξέρω πῶς τοὺς λένε. — Μήπως σοὺς ἐχρεωστοῦσες τίποτε χρήματα; — Ὄχι. Δὲν εἶχα κανένα λογαριασμὸ μαζί τους. Αὐτοὶ ἔσως κατάλαβαν πῶς εἶχα λεφτὰ μαζί μου καὶ μ' ἐφύλαξαν νὰ μοῦ τὰ πάρουν. — [874, 88, 1062, 199]
monovafi-sub: Η ΜΟΝΗ ΒΑΦΗ ΤΡΙΧΩΝ — [1087, 581, 1241, 597]
zaimikoi-text: Ἀλ. Ζαΐμης, Κίρπος, Μαυράρας, Φωτήλας, Στελλάκης, Λαθράκης, Κριεζώτης, Κοπανίτσας, Τριανταφυλλάκος, Δημητρακόπουλος, Παπαλέξης καὶ Καίρης. — [436, 476, 674, 525]
dynameis-heading: ΑΙ ΔΥΝΑΜΕΙΣ ΤΩΝ ΚΟΜΜΑΤΩΝ — [230, 171, 634, 202]
rossoi-text: ΠΕΤΡΟΥΠΟΛΙΣ 21 Φεβρουαρίου (Ἀθηναϊκὸν πρακτορεῖον). Τὸ ἐπιτελεῖον ἐδημοσίευσε τηλεγράφημα τοῦ στρατηγοῦ Κουροπάτκιν ὑπὸ ἡμερομηνίαν 8 (π.) Μαρτίου ἀγγέλλον, ὅτι ὁ ἐχθρὸς ἐπετέθη κατὰ τῆς ἀριστερᾶς πτέρυγος πρὸς βορρᾶν τοῦ Μίντιανπου ἐπὶ τῆς δεξιᾶς ὄχθης τοῦ Χούν-χὲ. Τὸ κέντρον τῆς ῥωσικῆς θέσεως μετὰ τοῦ ὑψώματος Χα-Χό. Ὅλαι αἱ ἐπιθέσεις τῶν Ἰαπώνων κατὰ τῆς ἀριστερᾶς πτέρυγος τῶν Ῥώσων ἀπεκρούσθησαν. — [190, 1470, 422, 1619]
company-share-row — [1268, 419, 1426, 431]
bank-share-row-value: 158.50 — [1394, 327, 1426, 337]
company-share-row-value: 207.25 — [1394, 420, 1426, 430]
nosimata-text: Ὁ ἰατρὸς κ. Ἰωάν. Κοκκινώτης ἐπανῆλθε ἐκ τῶν Παρισίων ὅπου ἐξειδικεύθη, δέχεται τοὺς πάσχοντας ἀπὸ 8—11 π. μ. καὶ 1—4 μ. μ. Ὁδὸς Σωκράτους 29 Α. — [1073, 837, 1255, 899]
tea-package-label: BLUE CROSS CEYLON — [1072, 1669, 1214, 1683]
kiniseis-heading: ΚΙΝΗΣΕΙΣ ΣΤΡΑΤΕΥΜΑΤΩΝ — [687, 230, 862, 244]
theotokikoi-text: Πολυχρονιάδης, Βαλταζῆς, Ἐμπειρῖκος, Καρπετόπουλος, Παχύς, Γρίβας, Ῥάλλης, Πετροπουλάκης, Ῥέπουλης, Στεφάνου, Δενδρινός, Μαυράκης, Σταματιάδης, Πατσῆς, Κιρκώρας, Κροκίδας, Νοταρᾶς, Σιδηρίδης, Μεντζελόπουλος, Σκάρας, Βαρβέτσης, Κομνηνός, Βαλαωρίτης, Χαλκιόπουλος, Σ. Κορωνόπουλος, Λυμπερόπουλος. — [190, 655, 422, 754]
kosmos-text: Ἀναχωρήσε χθὲς διὰ Θήραν ὁ διαπρεπὴς τῆς πόλεως μας ἰατρὸς κ. Ἀνδ. Ἀθήνη, λόγῳ τῆς βαρείας ἀσθενείας τοῦ πατρός του. — Ἐπελέξαμεν σήμερον ἐκ τῆς Σπεριῶν Χουταποδαιοῦ Καλαμπάκου. — Ἀφίκετο ἐκ Λαυριώτικου Μαυρίδου τὸν ἐκλεγέντα ἐκεῖ. — Τὴν Κυριακὴν ἐτελέσθησαν οἱ γάμοι τοῦ καλλίστου νέου Δημητρίου Κ. Καραβασίλη μετὰ τῆς δεσποινίδος Κ. Σκαλιώτου. — [1073, 117, 1255, 253]
currency-row-label: » Τουρκίας — [1268, 573, 1319, 583]
currency-list — [1268, 548, 1426, 584]
tea-brand: ΤΕ-Α — [1094, 1504, 1202, 1549]
newspaper-page — [190, 88, 1455, 2068]
